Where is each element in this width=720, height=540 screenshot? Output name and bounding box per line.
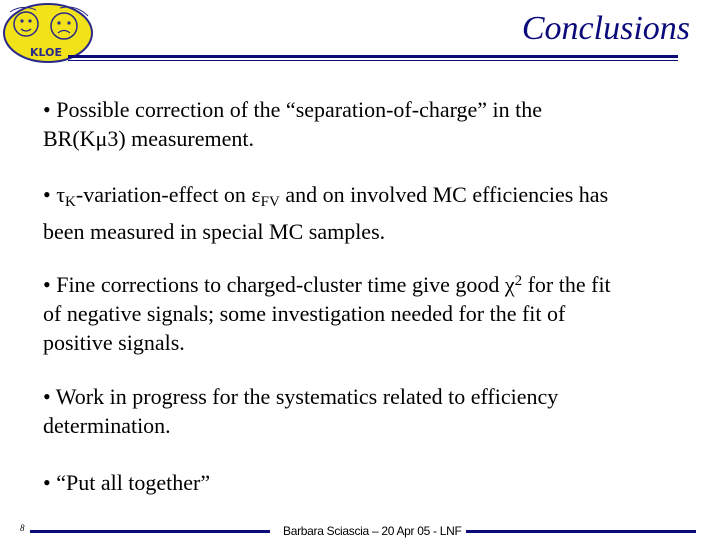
slide-title: Conclusions xyxy=(521,10,690,47)
chi-symbol: χ xyxy=(504,272,515,297)
bullet-line: • Fine corrections to charged-cluster time give good $\chi^2$ for the fit xyxy=(43,272,611,297)
bullet-line: • $\tau_K-variation$-effect on $\varepsilon_{FV}$ and on involved MC efficiencies has xyxy=(43,182,609,210)
page-number: 8 xyxy=(20,523,25,533)
title-rule xyxy=(68,55,678,58)
footer-rule-left xyxy=(30,530,270,533)
bullet-item xyxy=(43,95,693,153)
bullet-line: • Possible correction of the “separation-of-charge” in the xyxy=(43,97,543,122)
epsilon-symbol: ε xyxy=(251,182,261,207)
logo-text: KLOE xyxy=(29,46,63,59)
bullet-item xyxy=(43,267,693,357)
title-rule-thin xyxy=(68,60,678,61)
bullet-item xyxy=(43,180,693,246)
bullet-line: • Work in progress for the systematics related to efficiency xyxy=(43,384,559,409)
bullet-line: BR(Kμ3) measurement. xyxy=(43,126,254,151)
bullet-line: • “Put all together” xyxy=(43,470,211,495)
bullet-line: positive signals. xyxy=(43,330,185,355)
bullet-item xyxy=(43,468,693,497)
bullet-line: of negative signals; some investigation needed for the fit of xyxy=(43,301,566,326)
tau-symbol: τ xyxy=(56,182,66,207)
bullet-line: determination. xyxy=(43,413,171,438)
bullet-item xyxy=(43,382,693,440)
footer-rule-right xyxy=(466,530,696,533)
footer-text: Barbara Sciascia – 20 Apr 05 - LNF xyxy=(283,524,462,538)
bullet-line: been measured in special MC samples. xyxy=(43,219,386,244)
